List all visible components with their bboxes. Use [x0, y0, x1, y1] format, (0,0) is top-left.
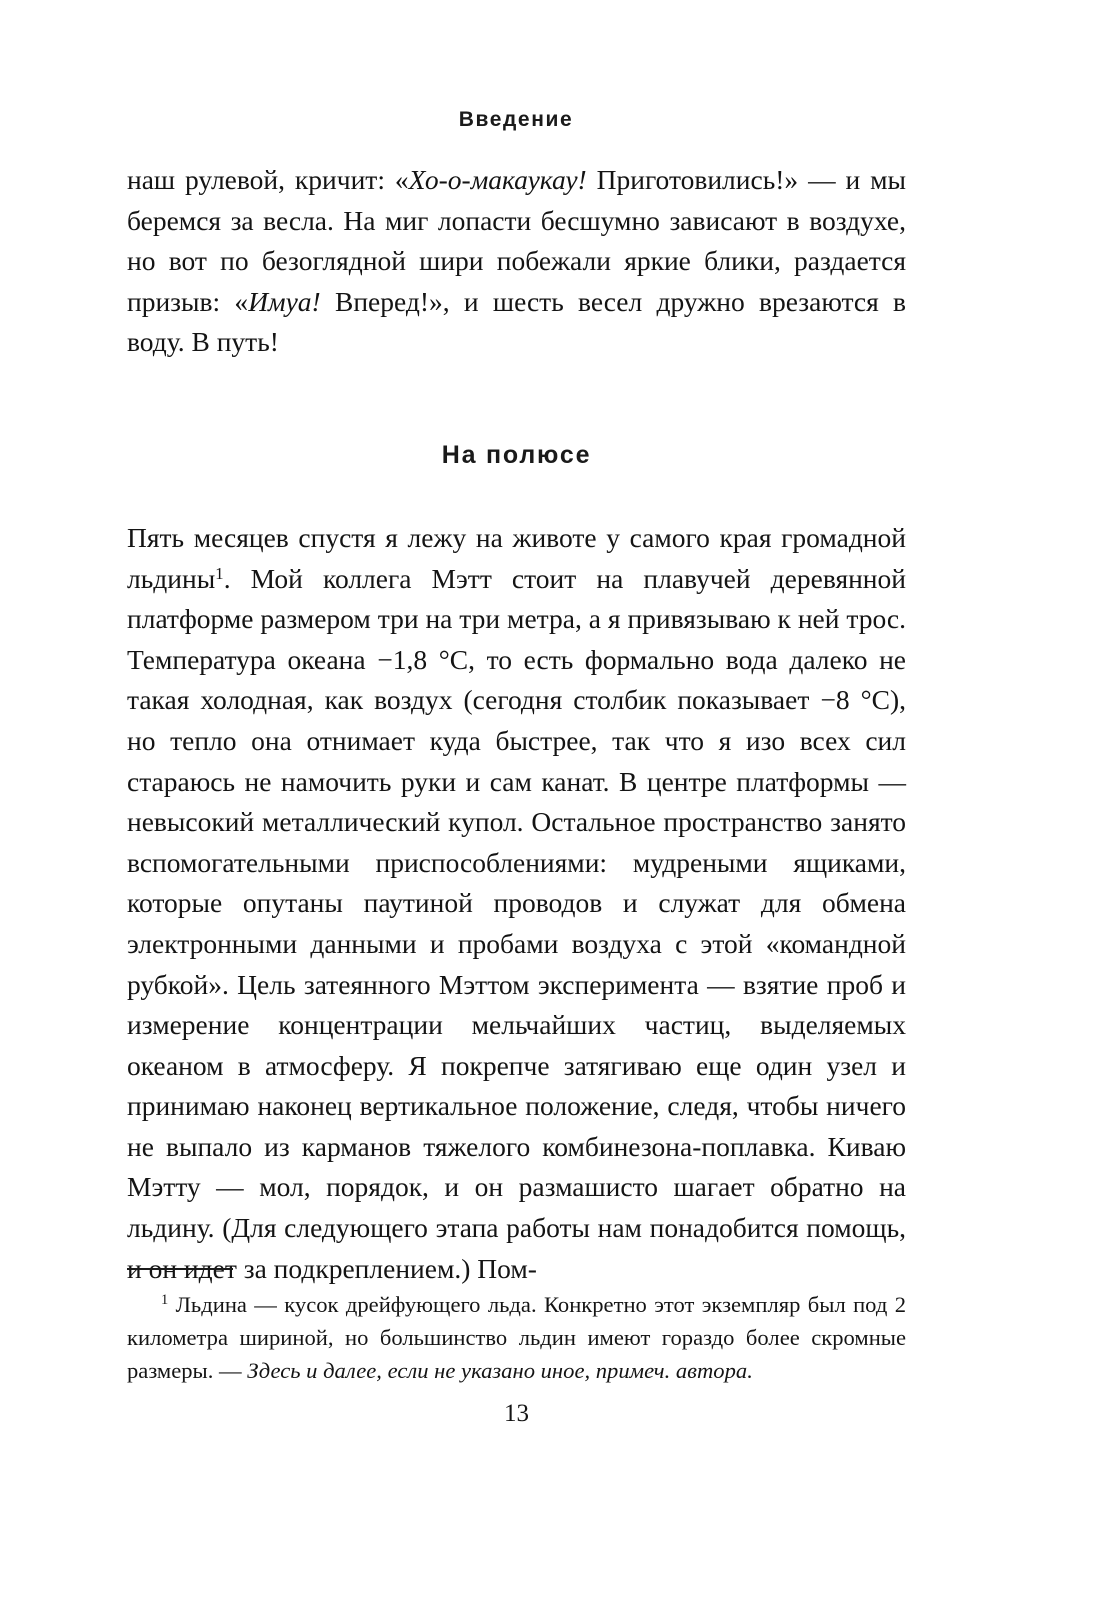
continued-paragraph-italic-chant-1: Хо-о-макаукау! [408, 164, 587, 195]
footnote-block [127, 1268, 906, 1387]
footnote-attribution: Здесь и далее, если не указано иное, примеч. автора. [247, 1358, 753, 1383]
footnote-number-marker: 1 [161, 1292, 169, 1309]
ocean-temperature-value: −1,8 °C [377, 643, 469, 675]
running-head: Введение [458, 108, 574, 131]
main-paragraph-part3: , то есть формально вода далеко не такая холодная, как воздух (сегодня столбик показывает [127, 643, 906, 716]
main-paragraph-part2: . Мой коллега Мэтт стоит на плавучей деревянной платформе размером три на три метра, а я привязываю к ней трос. Температура океана [127, 562, 906, 675]
footnote-1 [127, 1288, 906, 1387]
continued-paragraph-part3: Вперед!», и шесть весел дружно врезаются в воду. В путь! [127, 285, 906, 358]
continued-paragraph [127, 160, 906, 363]
section-heading: На полюсе [441, 440, 592, 469]
footnote-separator-rule [127, 1268, 233, 1270]
continued-paragraph-part2: Приготовились!» — и мы беремся за весла. На миг лопасти бесшумно зависают в воздухе, но вот по безоглядной шири побежали яркие блики, раздается призыв: « [127, 164, 906, 317]
main-paragraph [127, 518, 906, 1289]
air-temperature-value: −8 °C [820, 684, 890, 716]
page-number: 13 [504, 1400, 529, 1427]
continued-paragraph-italic-chant-2: Имуа! [248, 285, 321, 317]
footnote-text: Льдина — кусок дрейфующего льда. Конкретно этот экземпляр был под 2 километра шириной, но большинство льдин имеют гораздо более скромные размеры. — [127, 1292, 906, 1383]
main-paragraph-part4: ), но тепло она отнимает куда быстрее, так что я изо всех сил стараюсь не намочить руки и сам канат. В центре платформы — невысокий металлический купол. Остальное пространство занято вспомогательными приспособлениями: мудреными ящиками, которые опутаны паутиной проводов и служат для обмена электронными данными и пробами воздуха с этой «командной рубкой». Цель затеянного Мэттом эксперимента — взятие проб и измерение концентрации мельчайших частиц, выделяемых океаном в атмосферу. Я покрепче затягиваю еще один узел и принимаю наконец вертикальное положение, следя, чтобы ничего не выпало из карманов тяжелого комбинезона-поплавка. Киваю Мэтту — мол, порядок, и он размашисто шагает обратно на льдину. (Для следующего этапа работы нам понадобится помощь, и он идет за подкреплением.) Пом- [127, 684, 906, 1284]
main-paragraph-part1: Пять месяцев спустя я лежу на животе у самого края громадной льдины [127, 521, 906, 594]
text-column [127, 160, 906, 1289]
continued-paragraph-part1: наш рулевой, кричит: « [127, 164, 409, 195]
footnote-reference-marker[interactable]: 1 [215, 563, 224, 583]
